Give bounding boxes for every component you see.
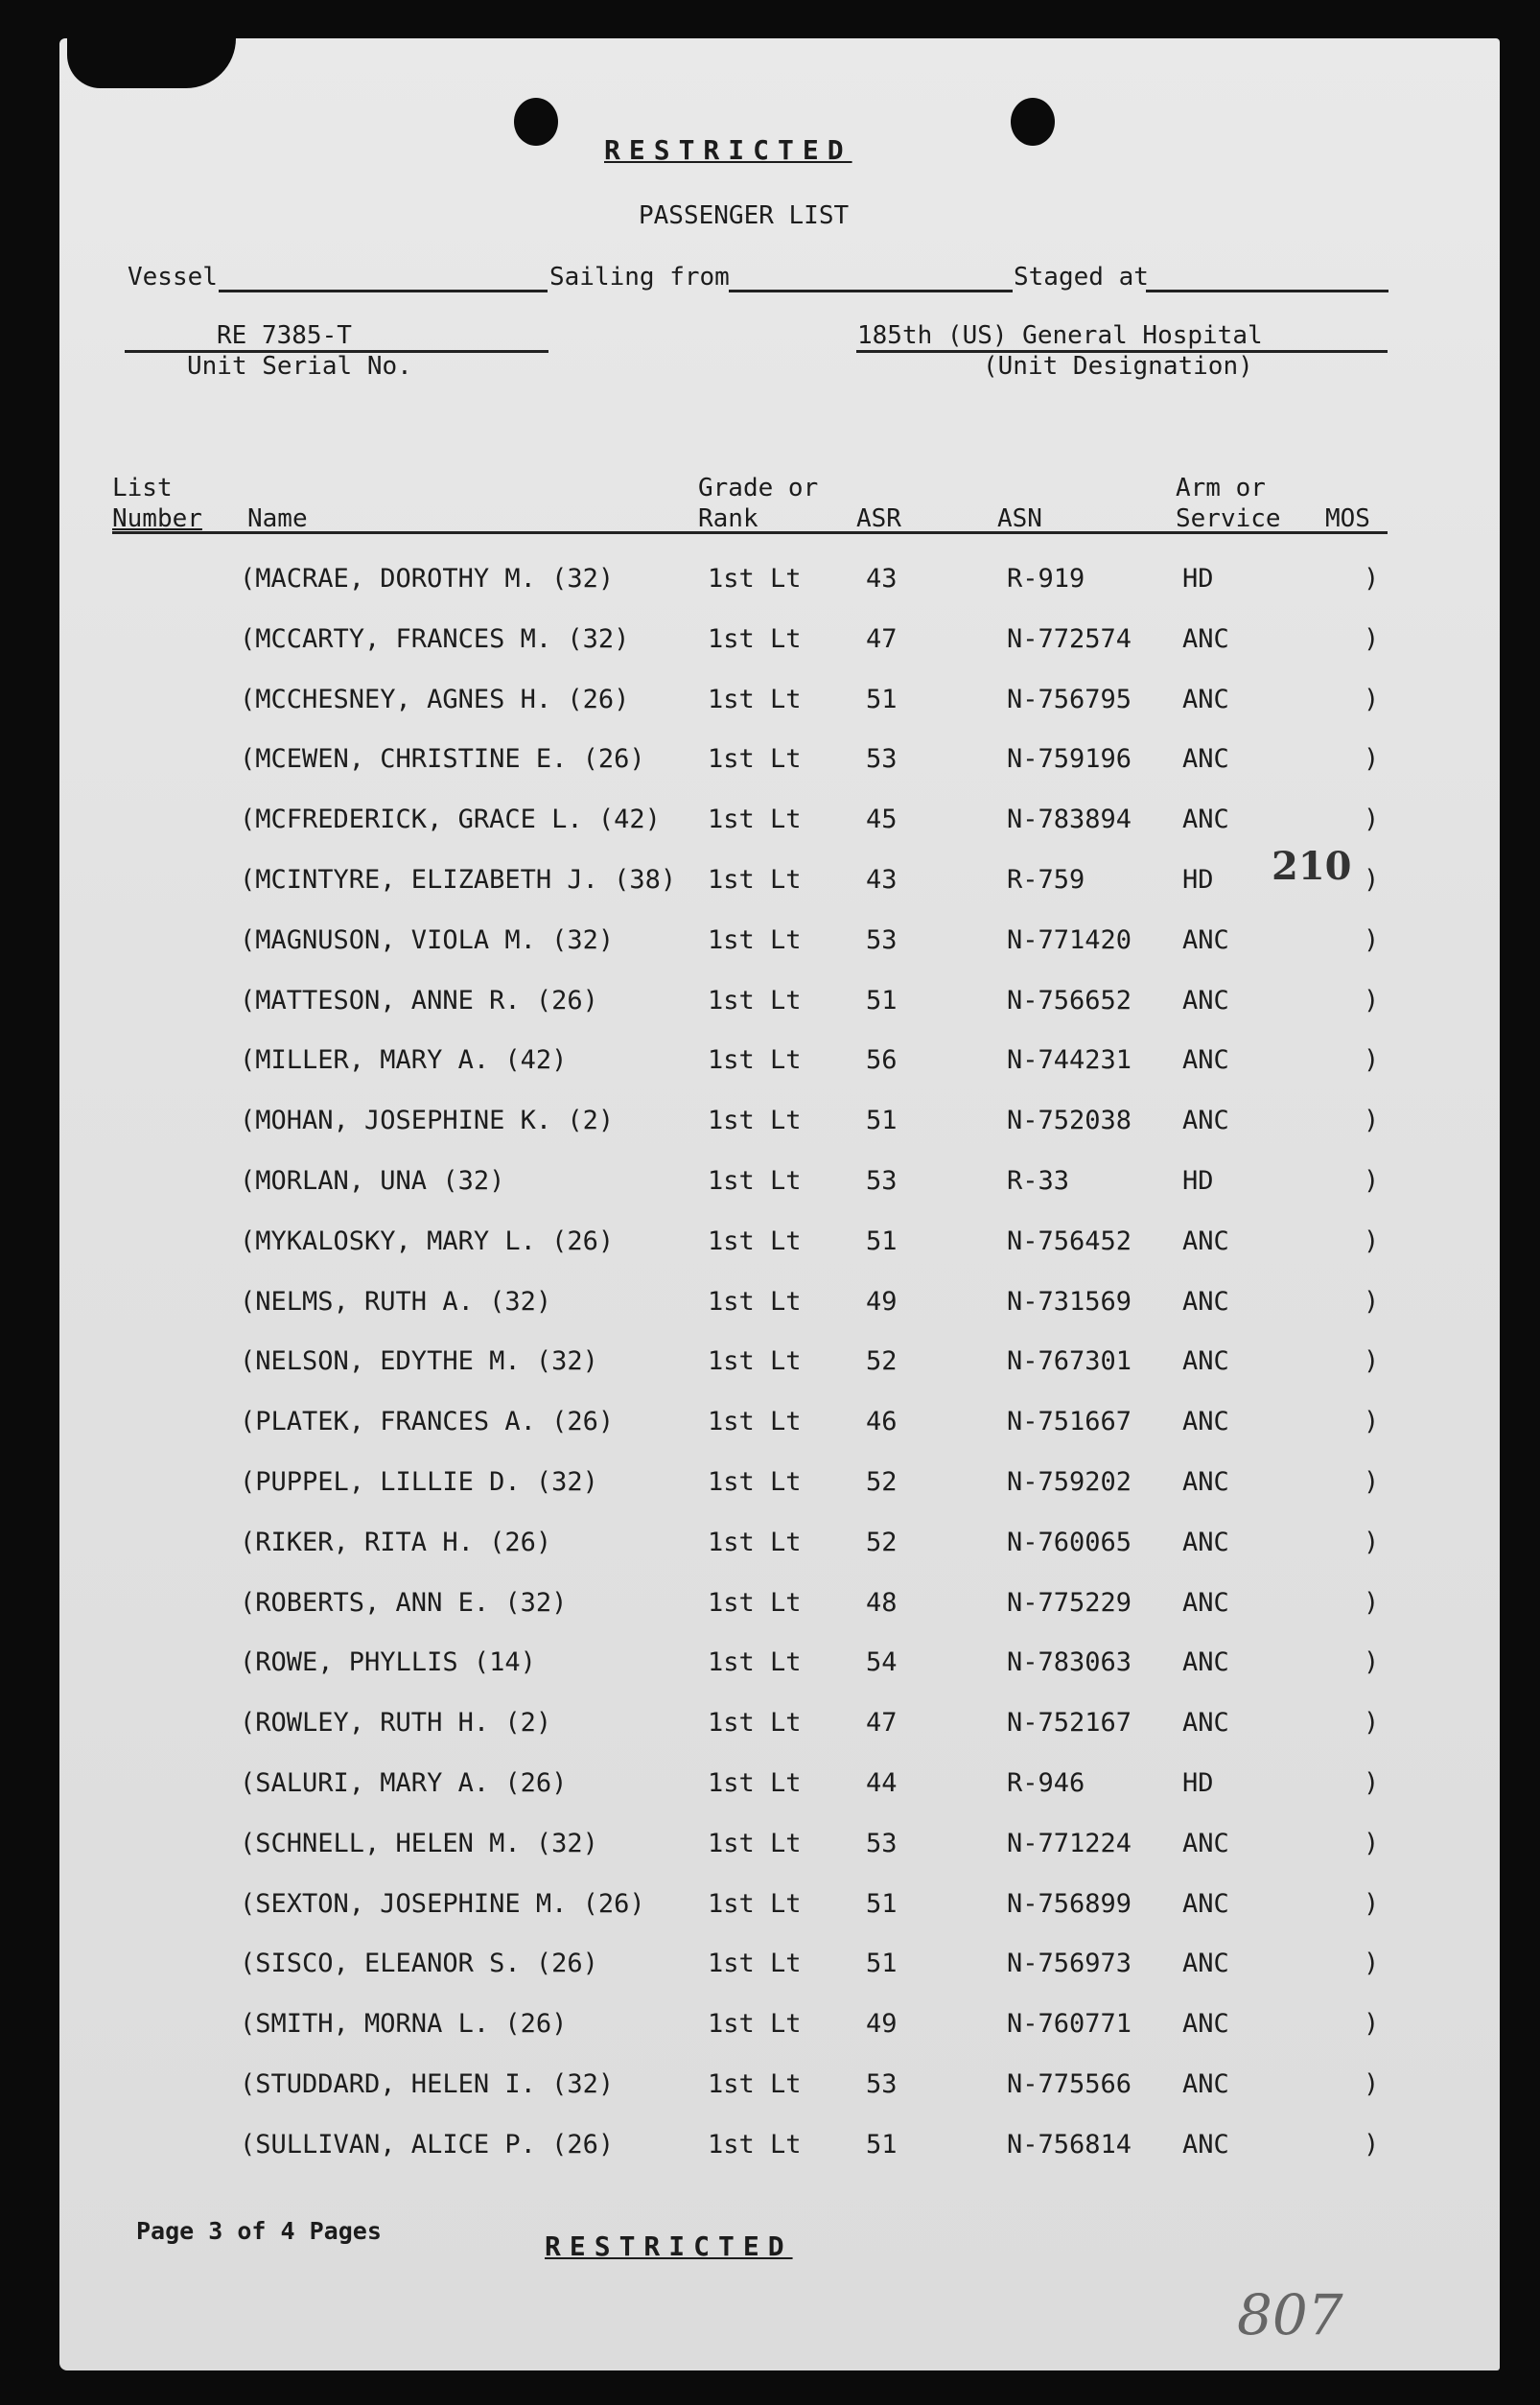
passenger-name: (SISCO, ELEANOR S. (26) (240, 1949, 598, 1979)
asr-score: 43 (866, 865, 898, 895)
passenger-name: (ROWLEY, RUTH H. (2) (240, 1708, 552, 1739)
asn-number: N-752038 (1007, 1106, 1132, 1136)
table-row (0, 1106, 1540, 1144)
passenger-name: (SULLIVAN, ALICE P. (26) (240, 2129, 615, 2160)
asr-score: 51 (866, 2129, 898, 2160)
mos-code: ) (1364, 985, 1380, 1016)
mos-code: ) (1364, 865, 1380, 895)
table-row (0, 564, 1540, 602)
asr-score: 53 (866, 2069, 898, 2099)
passenger-name: (MATTESON, ANNE R. (26) (240, 985, 598, 1016)
asr-score: 44 (866, 1768, 898, 1798)
passenger-name: (ROWE, PHYLLIS (14) (240, 1647, 536, 1678)
asr-score: 51 (866, 1949, 898, 1979)
mos-code: ) (1364, 1166, 1380, 1196)
mos-code: ) (1364, 623, 1380, 654)
mos-code: ) (1364, 2069, 1380, 2099)
grade-rank: 1st Lt (708, 564, 802, 594)
table-row (0, 1768, 1540, 1807)
arm-service: ANC (1182, 1467, 1229, 1497)
arm-service: HD (1182, 1166, 1214, 1196)
staged-at-blank-line (1146, 290, 1388, 292)
arm-service: ANC (1182, 924, 1229, 955)
asn-number: N-756652 (1007, 985, 1132, 1016)
table-row (0, 1528, 1540, 1566)
arm-service: ANC (1182, 1647, 1229, 1678)
passenger-name: (MCCARTY, FRANCES M. (32) (240, 623, 630, 654)
asn-number: N-775229 (1007, 1587, 1132, 1618)
passenger-name: (NELMS, RUTH A. (32) (240, 1286, 552, 1317)
classification-bottom: RESTRICTED (545, 2230, 793, 2262)
arm-service: ANC (1182, 1587, 1229, 1618)
arm-service: ANC (1182, 684, 1229, 714)
arm-service: HD (1182, 1768, 1214, 1798)
asr-score: 52 (866, 1467, 898, 1497)
mos-code: ) (1364, 1346, 1380, 1377)
grade-rank: 1st Lt (708, 1045, 802, 1076)
asr-score: 47 (866, 623, 898, 654)
asn-number: N-783063 (1007, 1647, 1132, 1678)
arm-service: ANC (1182, 1045, 1229, 1076)
col-list-number-line1: List (112, 474, 173, 502)
mos-code: ) (1364, 1467, 1380, 1497)
arm-service: ANC (1182, 744, 1229, 775)
mos-code: ) (1364, 684, 1380, 714)
classification-top: RESTRICTED (604, 134, 852, 166)
col-asn: ASN (997, 504, 1042, 533)
passenger-name: (PLATEK, FRANCES A. (26) (240, 1407, 615, 1437)
passenger-name: (STUDDARD, HELEN I. (32) (240, 2069, 615, 2099)
grade-rank: 1st Lt (708, 1226, 802, 1256)
mos-code: ) (1364, 1949, 1380, 1979)
table-row (0, 1226, 1540, 1265)
grade-rank: 1st Lt (708, 1888, 802, 1919)
mos-code: ) (1364, 1527, 1380, 1557)
asr-score: 49 (866, 2009, 898, 2040)
passenger-name: (MORLAN, UNA (32) (240, 1166, 505, 1196)
asn-number: N-752167 (1007, 1708, 1132, 1739)
mos-code: ) (1364, 1888, 1380, 1919)
mos-code: ) (1364, 1286, 1380, 1317)
asr-score: 53 (866, 744, 898, 775)
arm-service: ANC (1182, 1527, 1229, 1557)
asn-number: R-759 (1007, 865, 1085, 895)
passenger-name: (MACRAE, DOROTHY M. (32) (240, 564, 615, 594)
asn-number: N-744231 (1007, 1045, 1132, 1076)
arm-service: ANC (1182, 985, 1229, 1016)
mos-code: ) (1364, 1407, 1380, 1437)
asr-score: 46 (866, 1407, 898, 1437)
table-row (0, 1949, 1540, 1987)
asn-number: N-759196 (1007, 744, 1132, 775)
arm-service: ANC (1182, 1346, 1229, 1377)
grade-rank: 1st Lt (708, 1708, 802, 1739)
asn-number: N-751667 (1007, 1407, 1132, 1437)
grade-rank: 1st Lt (708, 985, 802, 1016)
asn-number: N-767301 (1007, 1346, 1132, 1377)
punch-hole (1011, 98, 1055, 146)
asn-number: R-919 (1007, 564, 1085, 594)
torn-corner (67, 38, 236, 88)
col-grade-line1: Grade or (698, 474, 819, 502)
asr-score: 51 (866, 1226, 898, 1256)
unit-serial-label: Unit Serial No. (187, 352, 412, 381)
mos-code: ) (1364, 744, 1380, 775)
asr-score: 53 (866, 1166, 898, 1196)
asn-number: N-772574 (1007, 623, 1132, 654)
arm-service: ANC (1182, 1407, 1229, 1437)
mos-code: ) (1364, 1647, 1380, 1678)
mos-code: ) (1364, 564, 1380, 594)
asr-score: 48 (866, 1587, 898, 1618)
arm-service: ANC (1182, 805, 1229, 835)
asr-score: 52 (866, 1346, 898, 1377)
page-info: Page 3 of 4 Pages (136, 2217, 382, 2245)
grade-rank: 1st Lt (708, 1828, 802, 1858)
arm-service: ANC (1182, 1226, 1229, 1256)
grade-rank: 1st Lt (708, 805, 802, 835)
grade-rank: 1st Lt (708, 1768, 802, 1798)
table-row (0, 1346, 1540, 1385)
passenger-name: (MILLER, MARY A. (42) (240, 1045, 568, 1076)
mos-code: ) (1364, 1226, 1380, 1256)
arm-service: ANC (1182, 1106, 1229, 1136)
mos-code: ) (1364, 2009, 1380, 2040)
asn-number: N-759202 (1007, 1467, 1132, 1497)
grade-rank: 1st Lt (708, 744, 802, 775)
grade-rank: 1st Lt (708, 2129, 802, 2160)
col-grade-line2: Rank (698, 504, 758, 533)
table-row (0, 1647, 1540, 1686)
table-row (0, 1045, 1540, 1084)
grade-rank: 1st Lt (708, 1587, 802, 1618)
arm-service: ANC (1182, 2069, 1229, 2099)
mos-code: ) (1364, 1106, 1380, 1136)
asr-score: 54 (866, 1647, 898, 1678)
table-row (0, 1708, 1540, 1746)
asr-score: 45 (866, 805, 898, 835)
col-mos: MOS (1325, 504, 1370, 533)
grade-rank: 1st Lt (708, 2069, 802, 2099)
table-row (0, 925, 1540, 964)
mos-code: ) (1364, 2129, 1380, 2160)
sailing-from-label: Sailing from (549, 263, 730, 292)
mos-code: ) (1364, 805, 1380, 835)
asn-number: N-783894 (1007, 805, 1132, 835)
asn-number: N-731569 (1007, 1286, 1132, 1317)
header-rule (112, 531, 1388, 534)
staged-at-label: Staged at (1014, 263, 1149, 292)
unit-designation-label: (Unit Designation) (983, 352, 1253, 381)
asn-number: R-946 (1007, 1768, 1085, 1798)
asn-number: N-771224 (1007, 1828, 1132, 1858)
grade-rank: 1st Lt (708, 1286, 802, 1317)
grade-rank: 1st Lt (708, 1407, 802, 1437)
table-row (0, 2009, 1540, 2047)
asr-score: 49 (866, 1286, 898, 1317)
col-arm-line1: Arm or (1176, 474, 1266, 502)
grade-rank: 1st Lt (708, 623, 802, 654)
col-arm-line2: Service (1176, 504, 1281, 533)
asr-score: 51 (866, 684, 898, 714)
asn-number: N-756899 (1007, 1888, 1132, 1919)
mos-code: ) (1364, 1708, 1380, 1739)
passenger-name: (ROBERTS, ANN E. (32) (240, 1587, 568, 1618)
table-row (0, 1287, 1540, 1325)
table-row (0, 2130, 1540, 2168)
asn-number: N-756814 (1007, 2129, 1132, 2160)
passenger-name: (SMITH, MORNA L. (26) (240, 2009, 568, 2040)
asr-score: 43 (866, 564, 898, 594)
table-row (0, 1588, 1540, 1626)
asn-number: N-756795 (1007, 684, 1132, 714)
passenger-name: (MCINTYRE, ELIZABETH J. (38) (240, 865, 677, 895)
table-row (0, 1829, 1540, 1867)
grade-rank: 1st Lt (708, 1467, 802, 1497)
asn-number: N-760771 (1007, 2009, 1132, 2040)
vessel-blank-line (219, 290, 548, 292)
table-row (0, 986, 1540, 1024)
asr-score: 52 (866, 1527, 898, 1557)
grade-rank: 1st Lt (708, 1346, 802, 1377)
mos-code: ) (1364, 1587, 1380, 1618)
asr-score: 51 (866, 1106, 898, 1136)
arm-service: ANC (1182, 2129, 1229, 2160)
grade-rank: 1st Lt (708, 684, 802, 714)
arm-service: ANC (1182, 623, 1229, 654)
col-asr: ASR (856, 504, 901, 533)
passenger-name: (SEXTON, JOSEPHINE M. (26) (240, 1888, 645, 1919)
passenger-name: (MOHAN, JOSEPHINE K. (2) (240, 1106, 615, 1136)
asn-number: N-775566 (1007, 2069, 1132, 2099)
asn-number: N-756973 (1007, 1949, 1132, 1979)
grade-rank: 1st Lt (708, 1647, 802, 1678)
stamped-number: 210 (1272, 844, 1352, 889)
passenger-name: (SCHNELL, HELEN M. (32) (240, 1828, 598, 1858)
vessel-label: Vessel (128, 263, 218, 292)
arm-service: ANC (1182, 1828, 1229, 1858)
mos-code: ) (1364, 1045, 1380, 1076)
passenger-name: (MAGNUSON, VIOLA M. (32) (240, 924, 615, 955)
passenger-name: (SALURI, MARY A. (26) (240, 1768, 568, 1798)
arm-service: ANC (1182, 2009, 1229, 2040)
grade-rank: 1st Lt (708, 1949, 802, 1979)
table-row (0, 1889, 1540, 1927)
passenger-name: (RIKER, RITA H. (26) (240, 1527, 552, 1557)
grade-rank: 1st Lt (708, 1166, 802, 1196)
passenger-name: (NELSON, EDYTHE M. (32) (240, 1346, 598, 1377)
passenger-name: (PUPPEL, LILLIE D. (32) (240, 1467, 598, 1497)
asn-number: N-771420 (1007, 924, 1132, 955)
arm-service: ANC (1182, 1286, 1229, 1317)
asr-score: 56 (866, 1045, 898, 1076)
passenger-name: (MCEWEN, CHRISTINE E. (26) (240, 744, 645, 775)
asn-number: N-756452 (1007, 1226, 1132, 1256)
unit-serial-value: RE 7385-T (217, 321, 352, 350)
col-name: Name (247, 504, 308, 533)
col-list-number-line2: Number (112, 504, 202, 533)
table-row (0, 1407, 1540, 1445)
asn-number: N-760065 (1007, 1527, 1132, 1557)
arm-service: ANC (1182, 1949, 1229, 1979)
grade-rank: 1st Lt (708, 2009, 802, 2040)
punch-hole (514, 98, 558, 146)
asn-number: R-33 (1007, 1166, 1070, 1196)
arm-service: ANC (1182, 1708, 1229, 1739)
table-row (0, 624, 1540, 663)
table-row (0, 2069, 1540, 2108)
unit-designation-value: 185th (US) General Hospital (857, 321, 1263, 350)
mos-code: ) (1364, 1768, 1380, 1798)
grade-rank: 1st Lt (708, 865, 802, 895)
arm-service: HD (1182, 564, 1214, 594)
asr-score: 47 (866, 1708, 898, 1739)
grade-rank: 1st Lt (708, 1106, 802, 1136)
table-row (0, 1467, 1540, 1506)
passenger-name: (MCCHESNEY, AGNES H. (26) (240, 684, 630, 714)
table-row (0, 1166, 1540, 1204)
mos-code: ) (1364, 924, 1380, 955)
mos-code: ) (1364, 1828, 1380, 1858)
table-row (0, 685, 1540, 723)
document-title: PASSENGER LIST (639, 201, 850, 230)
passenger-name: (MCFREDERICK, GRACE L. (42) (240, 805, 661, 835)
asr-score: 53 (866, 1828, 898, 1858)
asr-score: 51 (866, 985, 898, 1016)
arm-service: ANC (1182, 1888, 1229, 1919)
grade-rank: 1st Lt (708, 924, 802, 955)
sailing-from-blank-line (729, 290, 1013, 292)
asr-score: 53 (866, 924, 898, 955)
passenger-name: (MYKALOSKY, MARY L. (26) (240, 1226, 615, 1256)
grade-rank: 1st Lt (708, 1527, 802, 1557)
table-row (0, 744, 1540, 782)
arm-service: HD (1182, 865, 1214, 895)
pencil-note: 807 (1237, 2282, 1343, 2347)
asr-score: 51 (866, 1888, 898, 1919)
table-row (0, 805, 1540, 843)
